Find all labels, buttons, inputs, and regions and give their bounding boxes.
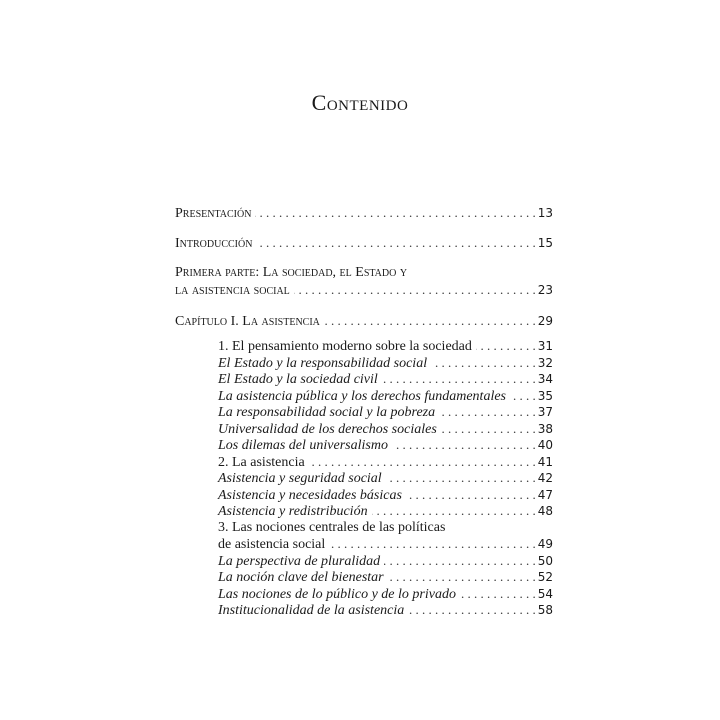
toc-entry-label: Las nociones de lo público y de lo privado — [218, 586, 456, 602]
toc-entry-label: La responsabilidad social y la pobreza — [218, 405, 436, 420]
dot-leader — [386, 470, 536, 486]
toc-entry-label: El Estado y la responsabilidad social — [218, 355, 428, 371]
toc-part-one-line1[interactable]: Primera parte: La sociedad, el Estado y — [175, 265, 408, 280]
toc-subentry[interactable] — [218, 338, 553, 355]
toc-page-number: 31 — [537, 339, 553, 353]
toc-subentry[interactable] — [218, 421, 553, 438]
dot-leader — [510, 388, 536, 404]
dot-leader — [431, 355, 536, 371]
dot-leader — [372, 503, 536, 519]
toc-entry-label: de asistencia social — [218, 537, 326, 552]
toc-subentry[interactable] — [218, 536, 553, 553]
toc-entry-label: Institucionalidad de la asistencia — [218, 603, 405, 618]
toc-page-number: 37 — [537, 405, 553, 419]
toc-subentry[interactable] — [218, 602, 553, 619]
toc-page-number: 38 — [537, 421, 553, 436]
toc-entry-label: 1. El pensamiento moderno sobre la sociedad — [218, 339, 472, 354]
toc-page-number: 42 — [537, 471, 553, 485]
toc-page-number: 54 — [537, 586, 553, 601]
toc-page-number: 15 — [537, 236, 553, 250]
page-title: Contenido — [311, 90, 409, 115]
toc-entry-label: la asistencia social — [175, 283, 290, 298]
toc-entry-label: Asistencia y necesidades básicas — [218, 487, 402, 503]
toc-entry-part-one[interactable] — [175, 282, 553, 299]
toc-entry-presentacion[interactable] — [175, 205, 553, 222]
dot-leader — [382, 371, 536, 387]
toc-page-number: 32 — [537, 355, 553, 370]
toc-page-number: 23 — [537, 283, 553, 297]
toc-entry-label: Asistencia y redistribución — [218, 504, 368, 519]
toc-page-number: 49 — [537, 537, 553, 551]
toc-page-number: 50 — [537, 553, 553, 568]
dot-leader — [460, 586, 536, 602]
toc-subentry[interactable] — [218, 454, 553, 471]
toc-entry-label: Asistencia y seguridad social — [218, 471, 382, 486]
toc-entry-label: Capítulo I. La asistencia — [175, 314, 320, 329]
toc-page-number: 34 — [537, 372, 553, 386]
toc-entry-label: La asistencia pública y los derechos fundamentales — [218, 388, 506, 404]
dot-leader — [441, 421, 536, 437]
toc-entry-label: El Estado y la sociedad civil — [218, 372, 378, 387]
dot-leader — [384, 553, 536, 569]
toc-subentry[interactable] — [218, 437, 553, 454]
dot-leader — [294, 282, 536, 298]
toc-page-number: 35 — [537, 388, 553, 403]
toc-subentry[interactable] — [218, 487, 553, 504]
dot-leader — [309, 454, 536, 470]
toc-subentry[interactable] — [218, 553, 553, 570]
toc-subentry[interactable] — [218, 470, 553, 487]
toc-subentry[interactable] — [218, 404, 553, 421]
toc-page-number: 58 — [537, 603, 553, 617]
toc-subentry[interactable] — [218, 371, 553, 388]
dot-leader — [439, 404, 536, 420]
toc-section-three-line1[interactable]: 3. Las nociones centrales de las políticas — [218, 519, 446, 535]
dot-leader — [324, 313, 536, 329]
toc-entry-introduccion[interactable] — [175, 235, 553, 252]
dot-leader — [406, 487, 536, 503]
toc-entry-label: Introducción — [175, 236, 253, 251]
dot-leader — [388, 569, 536, 585]
toc-subentry[interactable] — [218, 586, 553, 603]
toc-subentry[interactable] — [218, 388, 553, 405]
dot-leader — [476, 338, 536, 354]
toc-entry-label: La perspectiva de pluralidad — [218, 553, 381, 569]
toc-page-number: 13 — [537, 206, 553, 220]
dot-leader — [408, 602, 535, 618]
toc-entry-label: Los dilemas del universalismo — [218, 438, 388, 453]
dot-leader — [392, 437, 536, 453]
toc-entry-label: 2. La asistencia — [218, 454, 305, 470]
toc-page-number: 47 — [537, 487, 553, 502]
toc-entry-label: Universalidad de los derechos sociales — [218, 421, 437, 437]
toc-subentry[interactable] — [218, 503, 553, 520]
toc-subentry[interactable] — [218, 569, 553, 586]
toc-page-number: 52 — [537, 570, 553, 584]
dot-leader — [329, 536, 535, 552]
toc-page-number: 40 — [537, 438, 553, 452]
toc-entry-label: La noción clave del bienestar — [218, 570, 384, 585]
toc-entry-chapter-one[interactable] — [175, 313, 553, 330]
dot-leader — [255, 205, 535, 221]
toc-page-number: 48 — [537, 504, 553, 518]
dot-leader — [256, 235, 535, 251]
toc-subentry[interactable] — [218, 355, 553, 372]
toc-page-number: 29 — [537, 314, 553, 328]
toc-entry-label: Presentación — [175, 206, 252, 221]
toc-page-number: 41 — [537, 454, 553, 469]
